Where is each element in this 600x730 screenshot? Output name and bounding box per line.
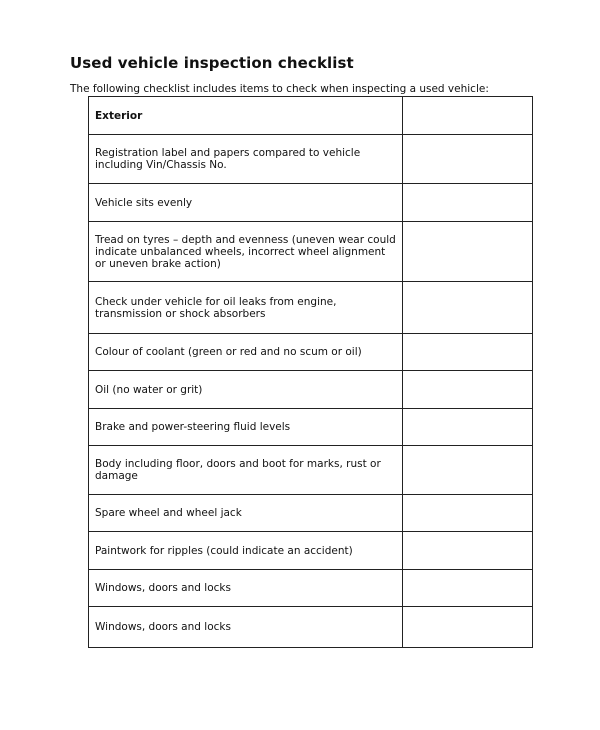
table-row: [89, 607, 533, 648]
table-row: [89, 495, 533, 532]
check-cell[interactable]: [403, 334, 533, 371]
checklist-item: Spare wheel and wheel jack: [89, 495, 403, 532]
check-cell[interactable]: [403, 371, 533, 409]
table-row: [89, 282, 533, 334]
check-cell[interactable]: [403, 282, 533, 334]
checklist-item: Paintwork for ripples (could indicate an accident): [89, 532, 403, 570]
check-cell[interactable]: [403, 532, 533, 570]
document-title: Used vehicle inspection checklist: [70, 54, 354, 72]
checklist-item: Registration label and papers compared to vehicle including Vin/Chassis No.: [89, 135, 403, 184]
table-row: [89, 135, 533, 184]
check-cell[interactable]: [403, 135, 533, 184]
checklist-item: Windows, doors and locks: [89, 570, 403, 607]
section-heading-exterior: Exterior: [89, 97, 403, 135]
checklist-item: Check under vehicle for oil leaks from engine, transmission or shock absorbers: [89, 282, 403, 334]
check-cell[interactable]: [403, 97, 533, 135]
table-row: [89, 446, 533, 495]
checklist-item: Oil (no water or grit): [89, 371, 403, 409]
document-intro: The following checklist includes items to check when inspecting a used vehicle:: [70, 83, 489, 95]
checklist-item: Body including floor, doors and boot for marks, rust or damage: [89, 446, 403, 495]
checklist-item: Windows, doors and locks: [89, 607, 403, 648]
table-row: [89, 371, 533, 409]
check-cell[interactable]: [403, 446, 533, 495]
check-cell[interactable]: [403, 222, 533, 282]
check-cell[interactable]: [403, 570, 533, 607]
inspection-checklist-table: [88, 96, 533, 648]
check-cell[interactable]: [403, 409, 533, 446]
table-row: [89, 532, 533, 570]
table-row: [89, 409, 533, 446]
check-cell[interactable]: [403, 607, 533, 648]
check-cell[interactable]: [403, 184, 533, 222]
table-row: [89, 184, 533, 222]
table-row: [89, 97, 533, 135]
check-cell[interactable]: [403, 495, 533, 532]
table-row: [89, 222, 533, 282]
checklist-item: Colour of coolant (green or red and no scum or oil): [89, 334, 403, 371]
checklist-item: Brake and power-steering fluid levels: [89, 409, 403, 446]
table-row: [89, 334, 533, 371]
checklist-item: Tread on tyres – depth and evenness (uneven wear could indicate unbalanced wheels, incorrect wheel alignment or uneven brake action): [89, 222, 403, 282]
table-row: [89, 570, 533, 607]
checklist-item: Vehicle sits evenly: [89, 184, 403, 222]
